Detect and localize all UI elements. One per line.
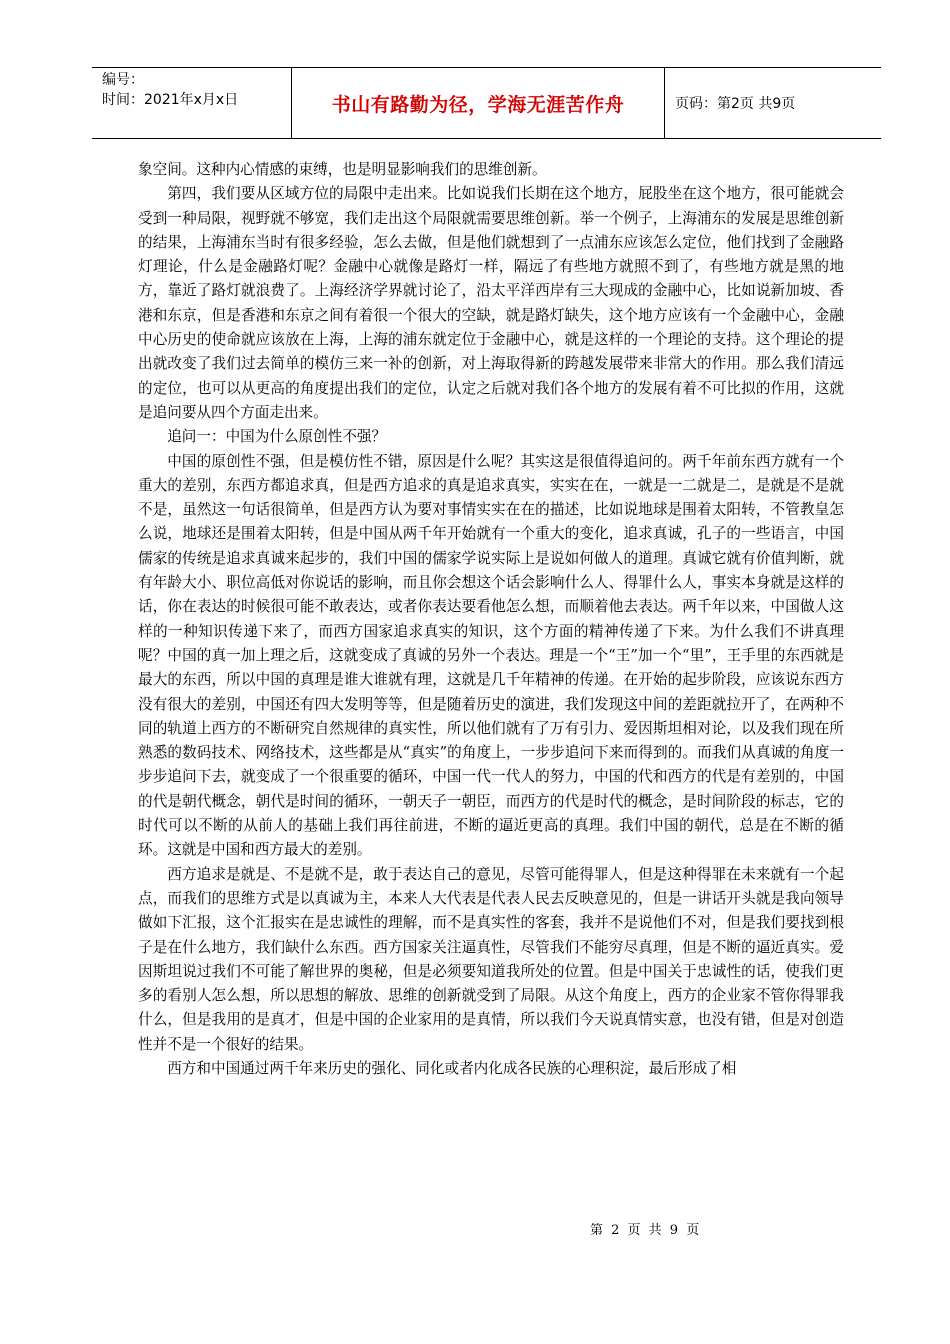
body-paragraph: 中国的原创性不强，但是模仿性不错，原因是什么呢？其实这是很值得追问的。两千年前东西方就有一个重大的差别，东西方都追求真，但是西方追求的真是追求真实，实实在在，一就是一二就是二，是就是不是就不是，虽然这一句话很简单，但是西方认为要对事情实实在在的描述，比如说地球是围着太阳转，不管教皇怎么说，地球还是围着太阳转，但是中国从两千年开始就有一个重大的变化，追求真诚，孔子的一些语言，中国儒家的传统是追求真诚来起步的，我们中国的儒家学说实际上是说如何做人的道理。真诚它就有价值判断，就有年龄大小、职位高低对你说话的影响，而且你会想这个话会影响什么人、得罪什么人，事实本身就是这样的话，你在表达的时候很可能不敢表达，或者你表达要看他怎么想，而顺着他去表达。两千年以来，中国做人这样的一种知识传递下来了，而西方国家追求真实的知识，这个方面的精神传递了下来。为什么我们不讲真理呢？中国的真一加上理之后，这就变成了真诚的另外一个表达。理是一个“王”加一个“里”，王手里的东西就是最大的东西，所以中国的真理是谁大谁就有理，这就是几千年精神的传递。在开始的起步阶段，应该说东西方没有很大的差别，中国还有四大发明等等，但是随着历史的演进，我们发现这中间的差距就拉开了，在两种不同的轨道上西方的不断研究自然规律的真实性，所以他们就有了万有引力、爱因斯坦相对论，以及我们现在所熟悉的数码技术、网络技术，这些都是从“真实”的角度上，一步步追问下来而得到的。而我们从真诚的角度一步步追问下去，就变成了一个很重要的循环，中国一代一代人的努力，中国的代和西方的代是有差别的，中国的代是朝代概念，朝代是时间的循环，一朝天子一朝臣，而西方的代是时代的概念，是时间阶段的标志，它的时代可以不断的从前人的基础上我们再往前进，不断的逼近更高的真理。我们中国的朝代，总是在不断的循环。这就是中国和西方最大的差别。 — [138, 452, 844, 859]
document-time-label: 时间：2021年x月x日 — [102, 92, 239, 108]
header-page-info: 页码：第2页 共9页 — [675, 96, 796, 112]
body-paragraph: 西方追求是就是、不是就不是，敢于表达自己的意见，尽管可能得罪人，但是这种得罪在未来就有一个起点，而我们的思维方式是以真诚为主，本来人大代表是代表人民去反映意见的，但是一讲话开头就是我向领导做如下汇报，这个汇报实在是忠诚性的理解，而不是真实性的客套，我并不是说他们不对，但是我们要找到根子是在什么地方，我们缺什么东西。西方国家关注逼真性，尽管我们不能穷尽真理，但是不断的逼近真实。爱因斯坦说过我们不可能了解世界的奥秘，但是必须要知道我所处的位置。但是中国关于忠诚性的话，使我们更多的看别人怎么想，所以思想的解放、思维的创新就受到了局限。从这个角度上，西方的企业家不管你得罪我什么，但是我用的是真才，但是中国的企业家用的是真情，所以我们今天说真情实意，也没有错，但是对创造性并不是一个很好的结果。 — [138, 865, 844, 1053]
body-paragraph: 第四，我们要从区域方位的局限中走出来。比如说我们长期在这个地方，屁股坐在这个地方，很可能就会受到一种局限，视野就不够宽，我们走出这个局限就需要思维创新。举一个例子，上海浦东的发展是思维创新的结果，上海浦东当时有很多经验，怎么去做，但是他们就想到了一点浦东应该怎么定位，他们找到了金融路灯理论，什么是金融路灯呢？金融中心就像是路灯一样，隔远了有些地方就照不到了，有些地方就是黑的地方，靠近了路灯就浪费了。上海经济学界就讨论了，沿太平洋西岸有三大现成的金融中心，比如说新加坡、香港和东京，但是香港和东京之间有着很一个很大的空缺，就是路灯缺失，这个地方应该有一个金融中心，金融中心历史的使命就应该放在上海，上海的浦东就定位于金融中心，就是这样的一个理论的支持。这个理论的提出就改变了我们过去简单的模仿三来一补的创新，对上海取得新的跨越发展带来非常大的作用。那么我们清远的定位，也可以从更高的角度提出我们的定位，认定之后就对我们各个地方的发展有着不可比拟的作用，这就是追问要从四个方面走出来。 — [138, 185, 844, 421]
body-paragraph: 西方和中国通过两千年来历史的强化、同化或者内化成各民族的心理积淀，最后形成了相 — [167, 1059, 737, 1077]
header-meta — [92, 68, 292, 138]
page-header — [92, 67, 881, 139]
document-body — [138, 158, 844, 1081]
document-number-label: 编号： — [102, 72, 144, 88]
section-heading: 追问一：中国为什么原创性不强？ — [167, 428, 387, 446]
body-paragraph: 象空间。这种内心情感的束缚，也是明显影响我们的思维创新。 — [138, 161, 547, 178]
page-footer: 第 2 页 共 9 页 — [590, 1223, 702, 1238]
header-motto: 书山有路勤为径，学海无涯苦作舟 — [292, 68, 665, 138]
